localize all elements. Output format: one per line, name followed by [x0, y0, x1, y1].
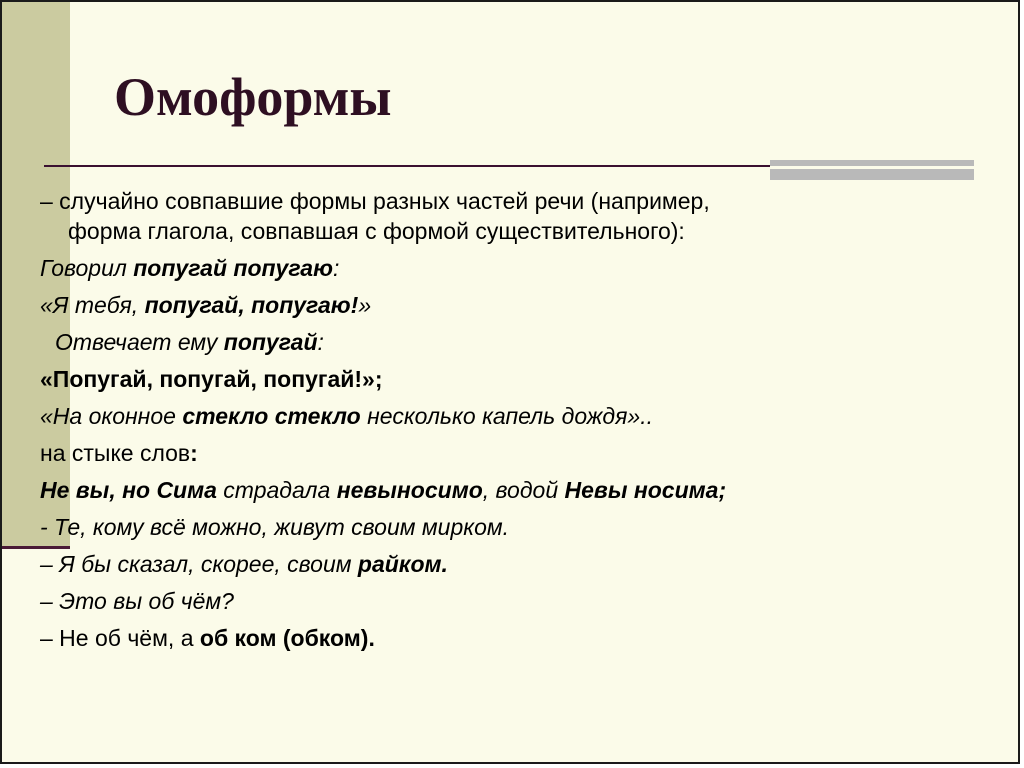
example2-line	[40, 401, 980, 431]
title-decor-bar	[770, 160, 974, 180]
text: – Я бы сказал, скорее, своим	[40, 551, 358, 577]
definition-line-1: – случайно совпавшие формы разных частей речи (например,	[40, 188, 710, 214]
dialogue-line-2	[40, 549, 980, 579]
homoform: Невы носима;	[564, 477, 727, 503]
text: несколько капель дождя»..	[360, 403, 653, 429]
example1-line-4: «Попугай, попугай, попугай!»;	[40, 366, 383, 392]
homoform: попугай попугаю	[133, 255, 333, 281]
slide-title: Омоформы	[114, 67, 392, 127]
junction-label	[40, 438, 980, 468]
text: «На оконное	[40, 403, 183, 429]
example1-line-2	[40, 290, 980, 320]
text: , водой	[482, 477, 565, 503]
text: «Я тебя,	[40, 292, 145, 318]
homoform: попугай, попугаю!	[144, 292, 359, 318]
title-underline	[44, 165, 772, 167]
example1-line-1	[40, 253, 980, 283]
dialogue-line-4	[40, 623, 980, 653]
text: Отвечает ему	[55, 329, 224, 355]
homoform: попугай	[223, 329, 318, 355]
text: :	[317, 329, 324, 355]
definition-line-2: форма глагола, совпавшая с формой существительного):	[68, 218, 685, 244]
junction-example	[40, 475, 980, 505]
slide-content	[40, 186, 980, 660]
colon: :	[190, 440, 198, 466]
text: на стыке слов	[40, 440, 191, 466]
dialogue-line-1: - Те, кому всё можно, живут своим мирком.	[40, 514, 510, 540]
homoform: стекло стекло	[182, 403, 361, 429]
dialogue-line-3: – Это вы об чём?	[40, 588, 234, 614]
homoform: об ком (обком).	[199, 625, 375, 651]
example1-line-3	[40, 327, 980, 357]
text: Говорил	[40, 255, 134, 281]
homoform: Не вы, но Сима	[40, 477, 217, 503]
homoform: райком.	[357, 551, 448, 577]
homoform: невыносимо	[336, 477, 483, 503]
text: »	[358, 292, 372, 318]
text: страдала	[216, 477, 337, 503]
text: :	[332, 255, 340, 281]
text: – Не об чём, а	[40, 625, 200, 651]
